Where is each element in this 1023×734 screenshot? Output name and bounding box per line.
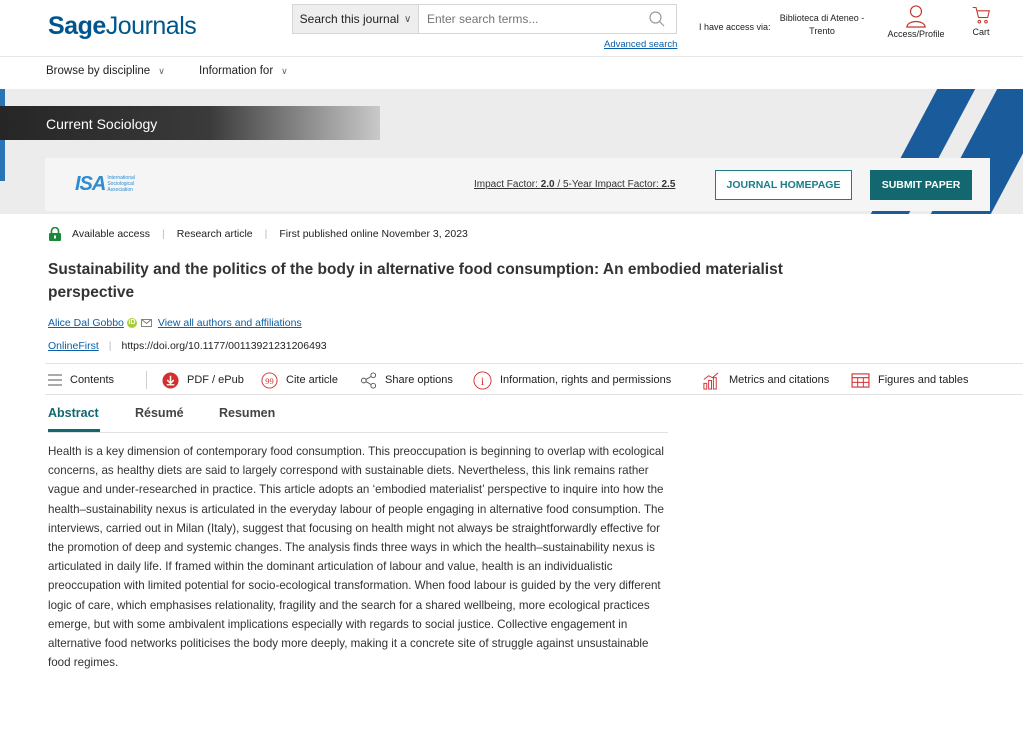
discipline-nav: [0, 56, 1023, 89]
author-link[interactable]: Alice Dal Gobbo: [48, 317, 124, 329]
article-toolbar: [45, 363, 1023, 395]
cart-icon: [971, 4, 991, 26]
advanced-search-link[interactable]: Advanced search: [604, 39, 678, 50]
information-label: Information for: [199, 65, 274, 77]
impact-factor-label: Impact Factor:: [474, 179, 541, 190]
journal-banner: [0, 89, 1023, 214]
search-icon[interactable]: [648, 10, 666, 28]
site-header: [0, 0, 1023, 56]
figures-tables-label: Figures and tables: [878, 374, 969, 386]
access-via-label: I have access via:: [699, 22, 771, 32]
contents-label: Contents: [70, 374, 115, 386]
information-for-menu[interactable]: [199, 65, 288, 77]
isa-logo-text: International Sociological Association: [107, 175, 135, 193]
cite-article-label: Cite article: [286, 374, 338, 386]
pdf-epub-button[interactable]: [162, 371, 244, 389]
access-profile-label: Access/Profile: [887, 29, 945, 39]
isa-logo[interactable]: [75, 171, 143, 197]
isa-logo-mark: ISA: [75, 172, 106, 195]
article-meta: [48, 225, 468, 243]
five-year-impact-label: 5-Year Impact Factor:: [562, 179, 662, 190]
quote-icon: [261, 372, 278, 389]
tab-resume[interactable]: Résumé: [135, 406, 184, 420]
search-scope-label: Search this journal: [299, 12, 400, 26]
share-icon: [360, 372, 377, 389]
mail-icon[interactable]: [141, 319, 152, 327]
tab-resumen[interactable]: Resumen: [219, 406, 276, 420]
contents-button[interactable]: [48, 371, 114, 389]
authors-line: [48, 317, 302, 329]
cite-article-button[interactable]: [261, 371, 338, 389]
user-icon: [905, 4, 927, 28]
view-all-authors-link[interactable]: View all authors and affiliations: [157, 317, 302, 329]
share-options-label: Share options: [385, 374, 453, 386]
metrics-citations-label: Metrics and citations: [729, 374, 830, 386]
chevron-down-icon: ∨: [404, 13, 412, 25]
browse-label: Browse by discipline: [46, 65, 151, 77]
share-options-button[interactable]: [360, 371, 453, 389]
meta-divider: |: [162, 228, 165, 240]
table-icon: [851, 373, 870, 388]
bar-chart-icon: [702, 371, 721, 390]
svg-text:99: 99: [265, 375, 274, 386]
journal-homepage-button[interactable]: JOURNAL HOMEPAGE: [715, 170, 852, 200]
impact-separator: /: [554, 179, 563, 190]
browse-by-discipline-menu[interactable]: [46, 65, 165, 77]
chevron-down-icon: ∨: [281, 66, 288, 76]
online-first-link[interactable]: OnlineFirst: [48, 340, 99, 352]
sage-journals-logo[interactable]: SageJournals: [48, 12, 197, 40]
metrics-citations-button[interactable]: [702, 371, 829, 389]
info-icon: [473, 371, 492, 390]
toolbar-divider: [146, 371, 147, 389]
download-icon: [162, 372, 179, 389]
abstract-text: Health is a key dimension of contemporary food consumption. This preoccupation is beginning to overlap with ecological concerns, as healthy diets are said to largely correspond with sustainable diets. Nevertheless, this link remains rather vague and under-researched in practice. This article adopts an ‘embodied materialist’ perspective to inquire into how the health–sustainability nexus is articulated in the everyday labour of people engaging in alternative food consumption. The interviews, carried out in Milan (Italy), suggest that focusing on health might not always be straightforwardly effective for the promotion of deep and systemic changes. The analysis finds three ways in which the health–sustainability nexus is articulated in daily life. If framed within the dominant articulation of labour and value, health is an individualistic preoccupation with limited potential for socio-ecological transformation. When food labour is guided by the very different logic of care, which emphasises relationality, fragility and the search for a shared wellbeing, more ecological practices emerge, but with some ambivalent implications especially with regards to social justice. Collective engagement in alternative food networks politicises the body more deeply, making it a concrete site of struggle against unsustainable food regimes.: [48, 445, 664, 670]
access-profile-button[interactable]: [884, 4, 948, 39]
list-icon: [48, 374, 62, 386]
cart-label: Cart: [972, 27, 990, 37]
five-year-impact-value: 2.5: [661, 179, 676, 190]
search-scope-select[interactable]: [292, 4, 418, 34]
tab-abstract[interactable]: Abstract: [48, 406, 99, 420]
journal-info-box: [45, 158, 990, 211]
cart-button[interactable]: [966, 4, 996, 37]
access-status: Available access: [72, 228, 151, 240]
submit-paper-button[interactable]: SUBMIT PAPER: [870, 170, 972, 200]
pdf-epub-label: PDF / ePub: [187, 374, 244, 386]
article-title: Sustainability and the politics of the body in alternative food consumption: An embodied materialist perspective: [48, 261, 783, 301]
doi-text[interactable]: https://doi.org/10.1177/00113921231206493: [121, 340, 327, 352]
institution-name[interactable]: Biblioteca di Ateneo - Trento: [779, 13, 865, 36]
svg-text:i: i: [480, 375, 485, 388]
orcid-icon[interactable]: iD: [128, 319, 136, 326]
information-rights-label: Information, rights and permissions: [500, 374, 672, 386]
meta-divider: |: [264, 228, 268, 240]
tabs-divider: [48, 432, 668, 433]
article-type: Research article: [176, 228, 253, 240]
search-input[interactable]: [418, 4, 677, 34]
open-lock-icon: [48, 227, 62, 241]
information-rights-button[interactable]: [473, 371, 671, 389]
impact-factor-link[interactable]: [474, 179, 675, 190]
impact-factor-value: 2.0: [540, 179, 555, 190]
doi-line: [48, 340, 327, 352]
journal-title[interactable]: Current Sociology: [46, 116, 158, 132]
figures-tables-button[interactable]: [851, 371, 969, 389]
chevron-down-icon: ∨: [158, 66, 165, 76]
published-date: First published online November 3, 2023: [279, 228, 468, 240]
meta-divider: |: [108, 340, 112, 352]
